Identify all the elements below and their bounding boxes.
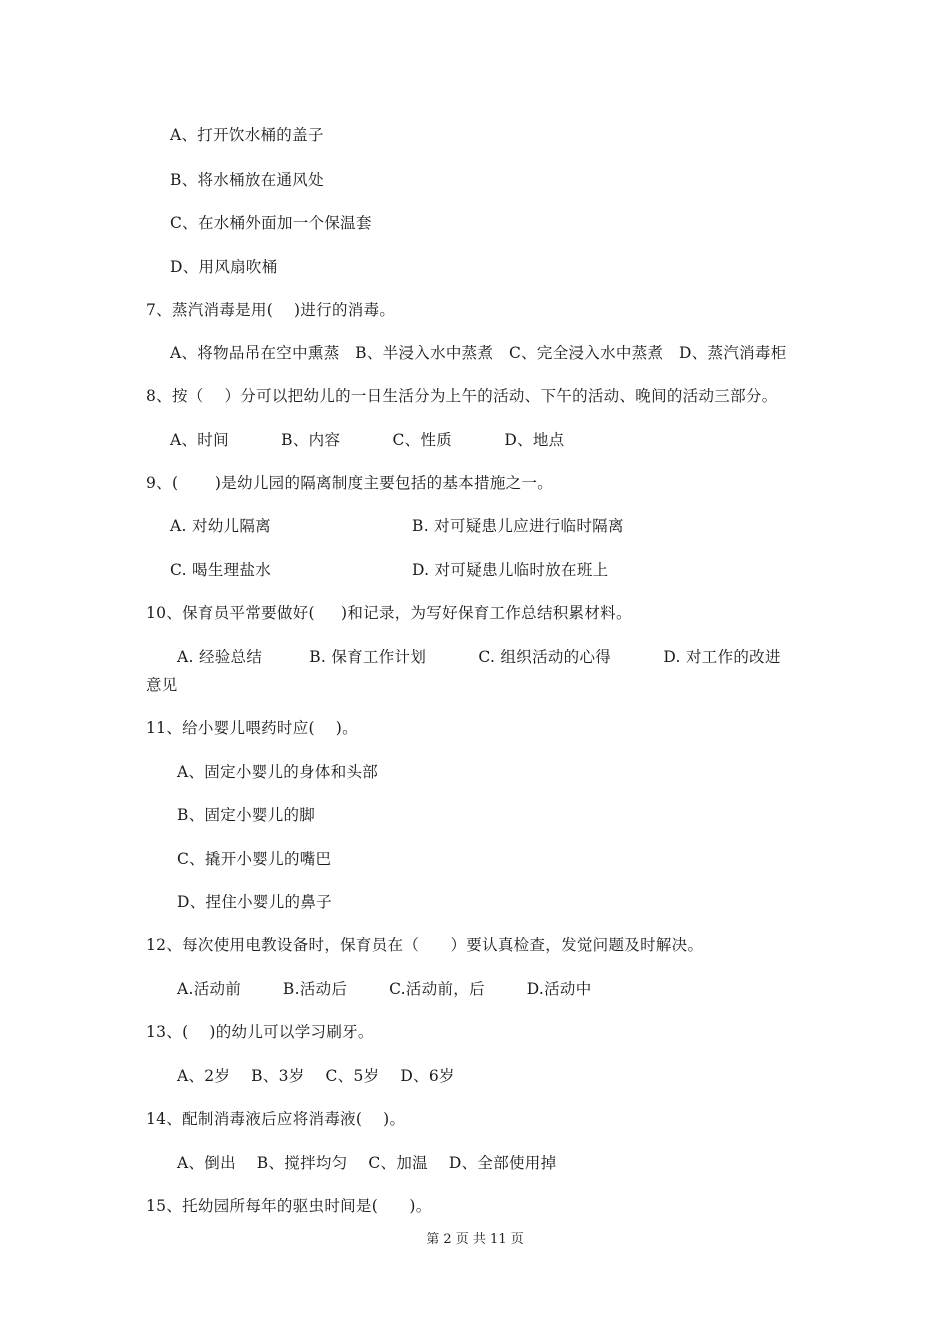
option-line: A、2岁 B、3岁 C、5岁 D、6岁 (177, 1067, 455, 1085)
option-line: A.活动前 B.活动后 C.活动前，后 D.活动中 (177, 980, 592, 998)
option-line: D. 对可疑患儿临时放在班上 (412, 561, 609, 579)
option-line: D、捏住小婴儿的鼻子 (177, 893, 332, 911)
question-line: 8、按（ ）分可以把幼儿的一日生活分为上午的活动、下午的活动、晚间的活动三部分。 (146, 387, 778, 405)
option-line: C、撬开小婴儿的嘴巴 (177, 850, 332, 868)
option-line: A. 对幼儿隔离 (170, 517, 271, 535)
option-line: A、将物品吊在空中熏蒸 B、半浸入水中蒸煮 C、完全浸入水中蒸煮 D、蒸汽消毒柜 (170, 344, 787, 362)
question-line: 14、配制消毒液后应将消毒液( )。 (146, 1110, 406, 1128)
option-line: D、用风扇吹桶 (170, 258, 278, 276)
option-line: C. 喝生理盐水 (170, 561, 272, 579)
option-line: B、将水桶放在通风处 (170, 171, 324, 189)
option-line: B、固定小婴儿的脚 (177, 806, 316, 824)
question-line: 13、( )的幼儿可以学习刷牙。 (146, 1023, 374, 1041)
option-line: C、在水桶外面加一个保温套 (170, 214, 372, 232)
option-line: A、倒出 B、搅拌均匀 C、加温 D、全部使用掉 (177, 1154, 557, 1172)
option-line: A、打开饮水桶的盖子 (170, 126, 324, 144)
page-number: 第 2 页 共 11 页 (426, 1232, 524, 1247)
option-line-continued: 意见 (146, 676, 178, 694)
option-line: A. 经验总结 B. 保育工作计划 C. 组织活动的心得 D. 对工作的改进 (177, 648, 781, 666)
option-line: B. 对可疑患儿应进行临时隔离 (412, 517, 624, 535)
question-line: 9、( )是幼儿园的隔离制度主要包括的基本措施之一。 (146, 474, 554, 492)
question-line: 15、托幼园所每年的驱虫时间是( )。 (146, 1197, 432, 1215)
question-line: 10、保育员平常要做好( )和记录，为写好保育工作总结积累材料。 (146, 604, 632, 622)
option-line: A、固定小婴儿的身体和头部 (177, 763, 379, 781)
option-line: A、时间 B、内容 C、性质 D、地点 (170, 431, 565, 449)
question-line: 7、蒸汽消毒是用( )进行的消毒。 (146, 301, 396, 319)
question-line: 11、给小婴儿喂药时应( )。 (146, 719, 358, 737)
question-line: 12、每次使用电教设备时，保育员在（ ）要认真检查，发觉问题及时解决。 (146, 936, 704, 954)
